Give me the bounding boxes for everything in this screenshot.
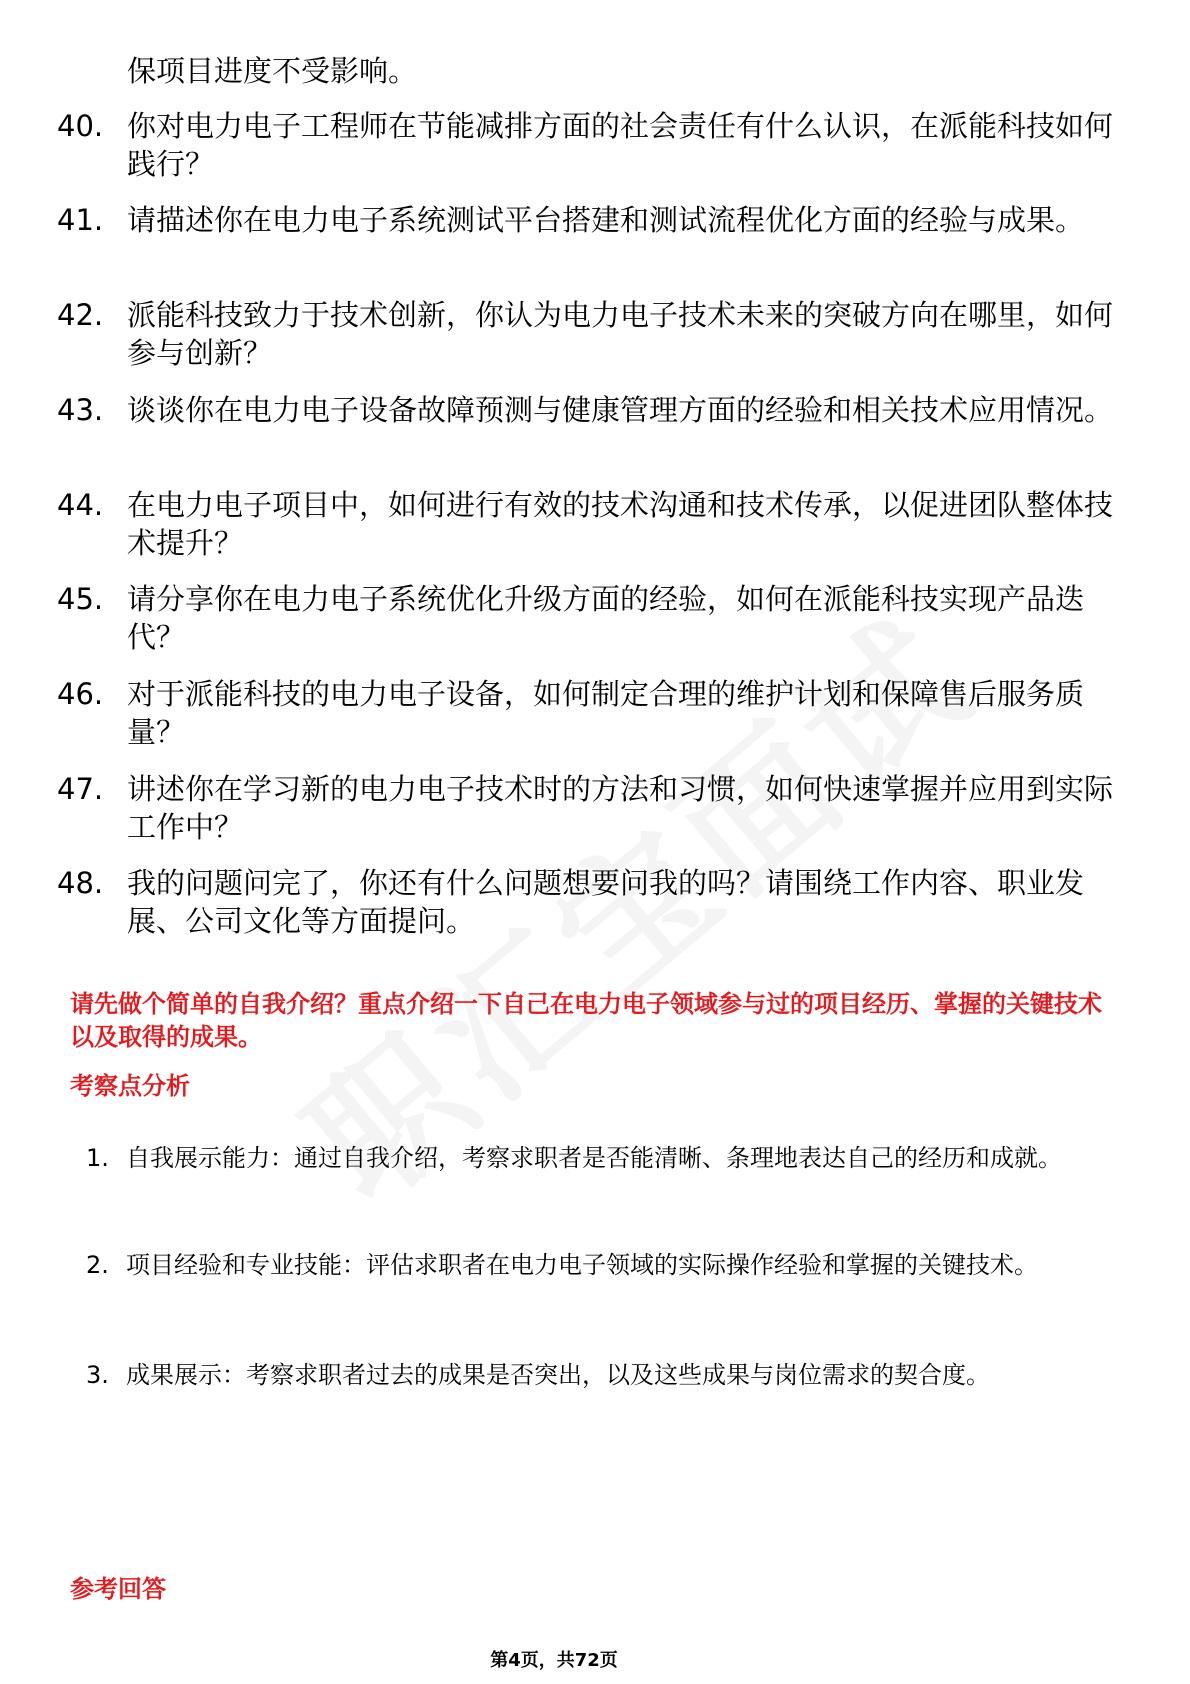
answer-heading: 参考回答: [70, 1575, 166, 1603]
analysis-text: 成果展示：考察求职者过去的成果是否突出，以及这些成果与岗位需求的契合度。: [126, 1361, 990, 1389]
list-item: [57, 201, 1117, 239]
list-item: [57, 675, 1117, 751]
page-number: 第4页，共72页: [490, 1650, 618, 1671]
list-item: [86, 1242, 1116, 1288]
question-text: 对于派能科技的电力电子设备，如何制定合理的维护计划和保障售后服务质量？: [127, 677, 1085, 749]
list-item: [57, 770, 1117, 846]
analysis-number: 2.: [86, 1251, 109, 1279]
question-text: 请分享你在电力电子系统优化升级方面的经验，如何在派能科技实现产品迭代？: [127, 582, 1085, 654]
list-item: [86, 1352, 1116, 1398]
question-number: 47.: [57, 772, 104, 806]
question-text: 请描述你在电力电子系统测试平台搭建和测试流程优化方面的经验与成果。: [127, 203, 1085, 237]
list-item: [57, 486, 1117, 562]
question-text: 谈谈你在电力电子设备故障预测与健康管理方面的经验和相关技术应用情况。: [127, 393, 1114, 427]
question-text: 在电力电子项目中，如何进行有效的技术沟通和技术传承，以促进团队整体技术提升？: [127, 488, 1114, 560]
question-number: 43.: [57, 393, 104, 427]
question-text: 讲述你在学习新的电力电子技术时的方法和习惯，如何快速掌握并应用到实际工作中？: [127, 772, 1114, 844]
analysis-number: 3.: [86, 1361, 109, 1389]
question-number: 44.: [57, 488, 104, 522]
question-number: 48.: [57, 866, 104, 900]
analysis-text: 项目经验和专业技能：评估求职者在电力电子领域的实际操作经验和掌握的关键技术。: [126, 1251, 1038, 1279]
list-item: [57, 296, 1117, 372]
list-item: [57, 580, 1117, 656]
list-item: [57, 391, 1117, 429]
question-text: 你对电力电子工程师在节能减排方面的社会责任有什么认识，在派能科技如何践行？: [127, 109, 1114, 181]
list-item: [57, 107, 1117, 183]
list-item: [86, 1135, 1116, 1181]
analysis-number: 1.: [86, 1144, 109, 1172]
question-text: 派能科技致力于技术创新，你认为电力电子技术未来的突破方向在哪里，如何参与创新？: [127, 298, 1114, 370]
analysis-heading: 考察点分析: [70, 1072, 190, 1100]
analysis-text: 自我展示能力：通过自我介绍，考察求职者是否能清晰、条理地表达自己的经历和成就。: [126, 1144, 1062, 1172]
list-item: [57, 864, 1117, 940]
question-number: 42.: [57, 298, 104, 332]
question-number: 41.: [57, 203, 104, 237]
question-number: 46.: [57, 677, 104, 711]
continuation-text: 保项目进度不受影响。: [127, 54, 418, 88]
question-text: 我的问题问完了，你还有什么问题想要问我的吗？请围绕工作内容、职业发展、公司文化等方面提问。: [127, 866, 1085, 938]
question-number: 40.: [57, 109, 104, 143]
section-question-heading: 请先做个简单的自我介绍？重点介绍一下自己在电力电子领域参与过的项目经历、掌握的关键技术以及取得的成果。: [70, 990, 1102, 1051]
question-number: 45.: [57, 582, 104, 616]
